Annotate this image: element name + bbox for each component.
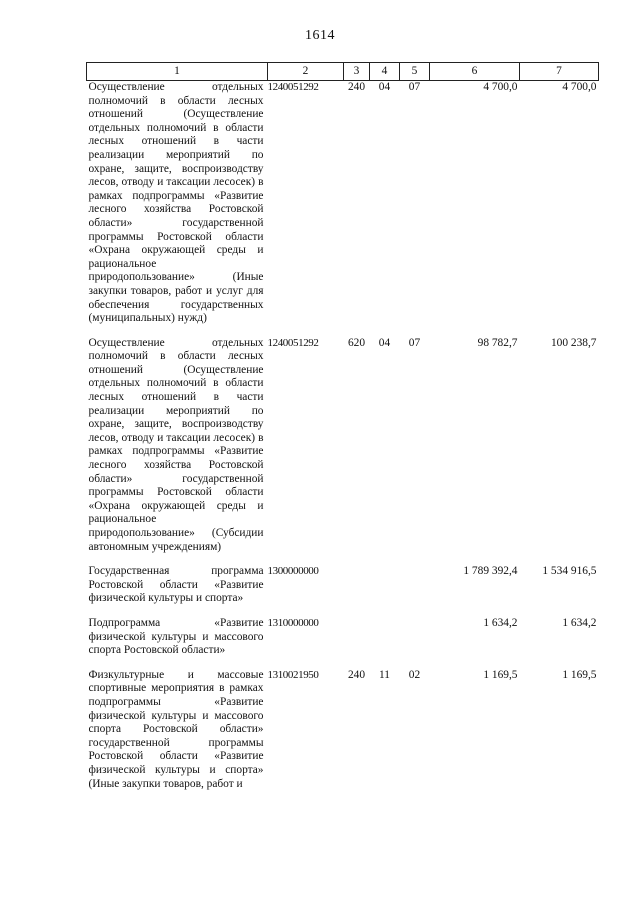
row-name: Подпрограмма «Развитие физической культуры и массового спорта Ростовской области» xyxy=(88,616,264,657)
header-cell-2: 2 xyxy=(268,63,344,81)
table-row xyxy=(87,617,599,658)
row-section: 11 xyxy=(379,668,390,681)
table-row xyxy=(87,337,599,555)
row-sum-2: 1 534 916,5 xyxy=(542,565,597,578)
header-cell-7: 7 xyxy=(520,63,599,81)
row-sum-2: 100 238,7 xyxy=(550,336,597,349)
row-target-code: 1240051292 xyxy=(267,336,319,349)
row-expense-type xyxy=(344,565,370,606)
table-row xyxy=(87,565,599,606)
row-target-code: 1300000000 xyxy=(267,565,319,578)
row-name: Физкультурные и массовые спортивные мероприятия в рамках подпрограммы «Развитие физической культуры и массового спорта Ростовской области» государственной программы Ростовской области «Развитие физической культуры и спорта» (Иные закупки товаров, работ и xyxy=(88,668,264,790)
row-expense-type: 620 xyxy=(347,336,366,349)
row-name: Осуществление отдельных полномочий в области лесных отношений (Осуществление отдельных полномочий в области лесных отношений в части реализации мероприятий по охране, защите, воспроизводству лесов, отводу и таксации лесосек) в рамках подпрограммы «Развитие лесного хозяйства Ростовской области» государственной программы Ростовской области «Охрана окружающей среды и рациональное природопользование» (Иные закупки товаров, работ и услуг для обеспечения государственных (муниципальных) нужд) xyxy=(88,81,264,325)
row-sum-1: 4 700,0 xyxy=(483,81,518,93)
row-section xyxy=(370,617,400,658)
row-subsection: 02 xyxy=(408,668,421,681)
row-sum-2: 4 700,0 xyxy=(562,81,597,93)
row-expense-type: 240 xyxy=(347,81,366,93)
header-cell-4: 4 xyxy=(370,63,400,81)
row-target-code: 1310000000 xyxy=(267,616,319,629)
row-sum-1: 1 634,2 xyxy=(483,616,518,629)
row-subsection: 07 xyxy=(408,336,421,349)
page-number: 1614 xyxy=(305,28,335,43)
row-section xyxy=(370,565,400,606)
header-cell-6: 6 xyxy=(430,63,520,81)
row-sum-1: 1 169,5 xyxy=(483,668,518,681)
header-row xyxy=(87,63,599,81)
row-name: Осуществление отдельных полномочий в области лесных отношений (Осуществление отдельных полномочий в области лесных отношений в части реализации мероприятий по охране, защите, воспроизводству лесов, отводу и таксации лесосек) в рамках подпрограммы «Развитие лесного хозяйства Ростовской области» государственной программы Ростовской области «Охрана окружающей среды и рациональное природопользование» (Субсидии автономным учреждениям) xyxy=(88,336,264,553)
row-section: 04 xyxy=(378,81,391,93)
row-target-code: 1240051292 xyxy=(267,81,319,93)
header-cell-1: 1 xyxy=(87,63,268,81)
budget-table xyxy=(86,62,599,791)
row-expense-type xyxy=(344,617,370,658)
table-row xyxy=(87,81,599,326)
row-target-code: 1310021950 xyxy=(267,668,319,681)
header-cell-3: 3 xyxy=(344,63,370,81)
table-row xyxy=(87,669,599,791)
row-sum-2: 1 634,2 xyxy=(562,616,597,629)
row-section: 04 xyxy=(378,336,391,349)
row-name: Государственная программа Ростовской области «Развитие физической культуры и спорта» xyxy=(88,565,264,605)
row-subsection xyxy=(400,565,430,606)
row-sum-2: 1 169,5 xyxy=(562,668,597,681)
row-subsection xyxy=(400,617,430,658)
row-subsection: 07 xyxy=(408,81,421,93)
row-sum-1: 1 789 392,4 xyxy=(463,565,518,578)
row-sum-1: 98 782,7 xyxy=(477,336,518,349)
row-expense-type: 240 xyxy=(347,668,366,681)
header-cell-5: 5 xyxy=(400,63,430,81)
